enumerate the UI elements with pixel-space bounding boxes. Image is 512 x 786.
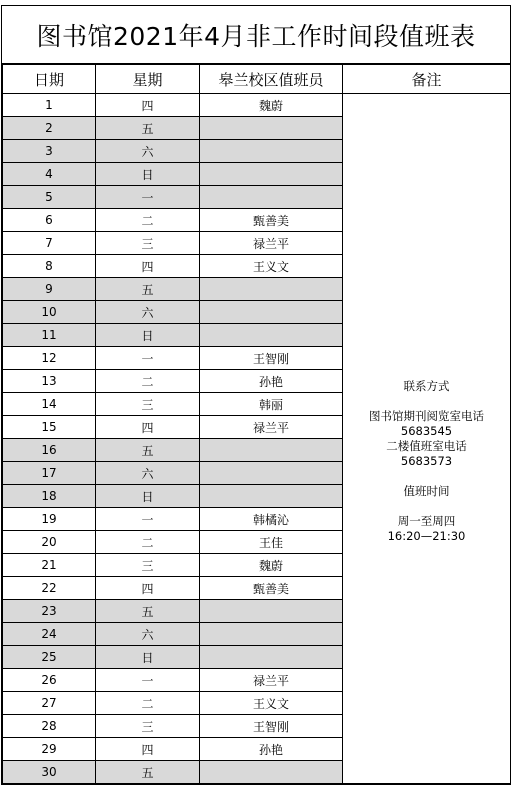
- duty-hours: 16:20—21:30: [387, 528, 466, 543]
- cell-date: 24: [3, 623, 96, 646]
- cell-weekday: 五: [96, 439, 200, 462]
- cell-weekday: 六: [96, 623, 200, 646]
- cell-weekday: 四: [96, 94, 200, 117]
- notes-gap: [343, 499, 510, 514]
- header-notes: 备注: [343, 65, 511, 94]
- cell-weekday: 五: [96, 117, 200, 140]
- cell-date: 8: [3, 255, 96, 278]
- cell-date: 12: [3, 347, 96, 370]
- cell-staff: [200, 761, 343, 784]
- cell-staff: 甄善美: [200, 209, 343, 232]
- cell-staff: [200, 140, 343, 163]
- cell-weekday: 日: [96, 324, 200, 347]
- roster-body: [3, 94, 511, 784]
- cell-staff: [200, 301, 343, 324]
- header-date: 日期: [3, 65, 96, 94]
- cell-weekday: 二: [96, 370, 200, 393]
- cell-date: 28: [3, 715, 96, 738]
- cell-weekday: 二: [96, 531, 200, 554]
- periodical-room-label: 图书馆期刊阅览室电话: [369, 408, 484, 423]
- notes-cell: [343, 94, 511, 784]
- cell-weekday: 四: [96, 416, 200, 439]
- cell-date: 29: [3, 738, 96, 761]
- cell-staff: 王智刚: [200, 347, 343, 370]
- cell-date: 13: [3, 370, 96, 393]
- cell-date: 30: [3, 761, 96, 784]
- cell-weekday: 五: [96, 600, 200, 623]
- cell-weekday: 三: [96, 393, 200, 416]
- duty-time-heading: 值班时间: [403, 483, 450, 498]
- cell-weekday: 一: [96, 186, 200, 209]
- cell-weekday: 三: [96, 554, 200, 577]
- cell-weekday: 一: [96, 508, 200, 531]
- cell-date: 21: [3, 554, 96, 577]
- header-weekday: 星期: [96, 65, 200, 94]
- cell-staff: [200, 324, 343, 347]
- header-staff: 皋兰校区值班员: [200, 65, 343, 94]
- duty-room-label: 二楼值班室电话: [386, 438, 467, 453]
- cell-staff: [200, 439, 343, 462]
- cell-staff: 魏蔚: [200, 94, 343, 117]
- cell-date: 6: [3, 209, 96, 232]
- cell-staff: 禄兰平: [200, 416, 343, 439]
- notes-gap: [343, 469, 510, 484]
- cell-staff: 王智刚: [200, 715, 343, 738]
- table-row: [3, 94, 511, 117]
- cell-staff: [200, 117, 343, 140]
- cell-weekday: 二: [96, 692, 200, 715]
- cell-date: 4: [3, 163, 96, 186]
- cell-staff: [200, 163, 343, 186]
- cell-date: 20: [3, 531, 96, 554]
- cell-staff: [200, 600, 343, 623]
- cell-weekday: 六: [96, 140, 200, 163]
- cell-staff: 韩丽: [200, 393, 343, 416]
- cell-date: 18: [3, 485, 96, 508]
- cell-staff: [200, 462, 343, 485]
- periodical-room-phone: 5683545: [400, 423, 453, 438]
- page-title: 图书馆2021年4月非工作时间段值班表: [2, 6, 510, 64]
- cell-date: 25: [3, 646, 96, 669]
- cell-staff: 魏蔚: [200, 554, 343, 577]
- cell-date: 26: [3, 669, 96, 692]
- cell-weekday: 一: [96, 347, 200, 370]
- contact-heading: 联系方式: [403, 378, 450, 393]
- cell-weekday: 四: [96, 577, 200, 600]
- cell-date: 23: [3, 600, 96, 623]
- cell-weekday: 四: [96, 738, 200, 761]
- cell-staff: 甄善美: [200, 577, 343, 600]
- cell-weekday: 四: [96, 255, 200, 278]
- cell-date: 19: [3, 508, 96, 531]
- cell-date: 17: [3, 462, 96, 485]
- duty-roster-sheet: [1, 5, 511, 785]
- cell-date: 3: [3, 140, 96, 163]
- cell-weekday: 二: [96, 209, 200, 232]
- cell-weekday: 六: [96, 301, 200, 324]
- cell-staff: 禄兰平: [200, 669, 343, 692]
- cell-weekday: 五: [96, 278, 200, 301]
- cell-date: 10: [3, 301, 96, 324]
- roster-table: [2, 64, 511, 784]
- cell-staff: 韩橘沁: [200, 508, 343, 531]
- cell-weekday: 五: [96, 761, 200, 784]
- cell-staff: 王佳: [200, 531, 343, 554]
- cell-weekday: 一: [96, 669, 200, 692]
- cell-weekday: 六: [96, 462, 200, 485]
- cell-date: 22: [3, 577, 96, 600]
- cell-staff: [200, 278, 343, 301]
- cell-date: 1: [3, 94, 96, 117]
- cell-staff: 王义文: [200, 255, 343, 278]
- cell-date: 14: [3, 393, 96, 416]
- cell-date: 16: [3, 439, 96, 462]
- cell-staff: [200, 485, 343, 508]
- notes-spacer: [343, 364, 510, 379]
- cell-staff: [200, 186, 343, 209]
- cell-staff: 孙艳: [200, 738, 343, 761]
- cell-date: 15: [3, 416, 96, 439]
- cell-staff: 王义文: [200, 692, 343, 715]
- cell-staff: 禄兰平: [200, 232, 343, 255]
- cell-date: 11: [3, 324, 96, 347]
- cell-staff: 孙艳: [200, 370, 343, 393]
- notes-gap: [343, 394, 510, 409]
- cell-date: 7: [3, 232, 96, 255]
- cell-weekday: 三: [96, 232, 200, 255]
- cell-date: 5: [3, 186, 96, 209]
- cell-date: 2: [3, 117, 96, 140]
- duty-room-phone: 5683573: [400, 453, 453, 468]
- cell-weekday: 日: [96, 485, 200, 508]
- cell-weekday: 日: [96, 646, 200, 669]
- header-row: [3, 65, 511, 94]
- cell-staff: [200, 646, 343, 669]
- duty-days: 周一至周四: [397, 513, 456, 528]
- cell-date: 27: [3, 692, 96, 715]
- cell-weekday: 三: [96, 715, 200, 738]
- cell-weekday: 日: [96, 163, 200, 186]
- cell-date: 9: [3, 278, 96, 301]
- cell-staff: [200, 623, 343, 646]
